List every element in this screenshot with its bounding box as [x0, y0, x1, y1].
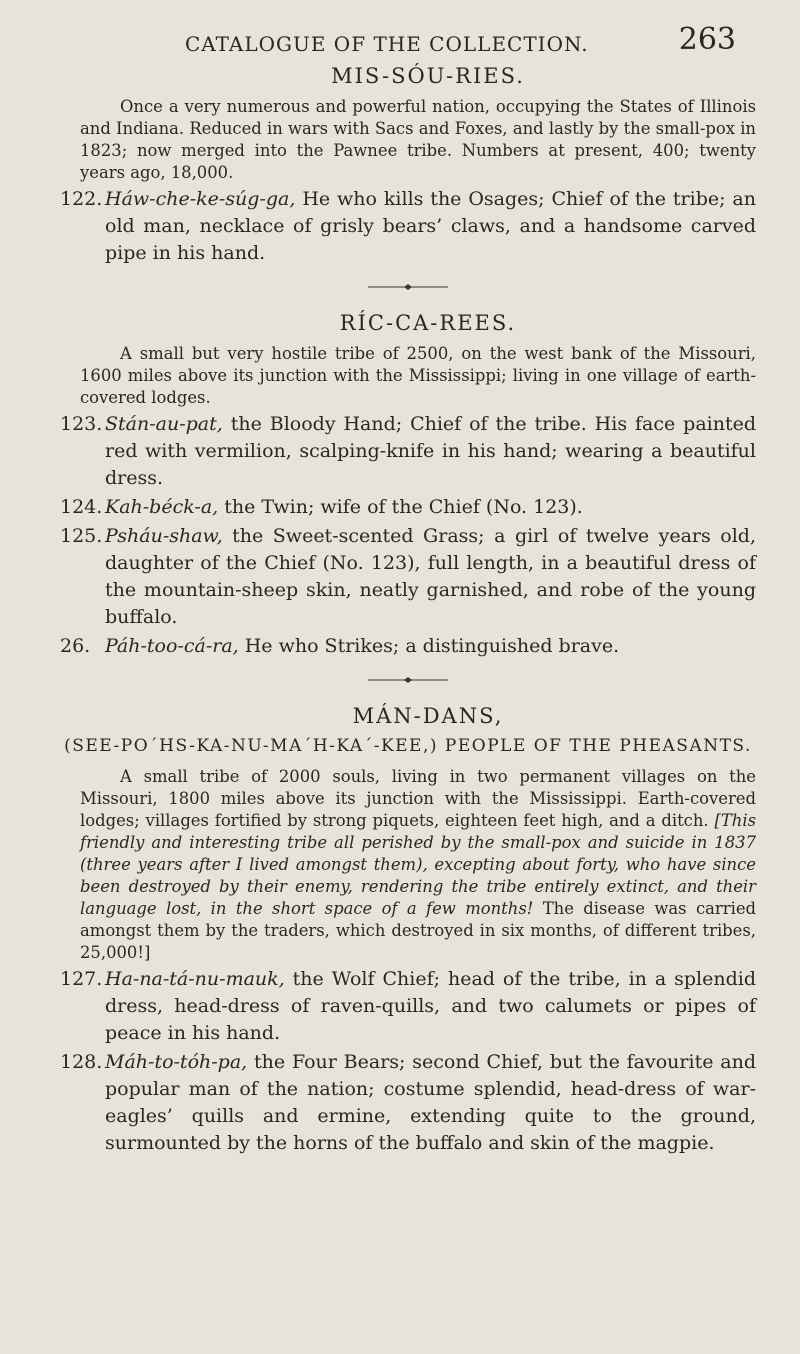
section-title-riccarees: RÍC-CA-REES.	[339, 311, 517, 335]
entry-text: the Twin; wife of the Chief (No. 123).	[218, 496, 583, 518]
catalogue-entry	[60, 186, 756, 267]
entry-number: 123.	[60, 413, 103, 435]
entry-text: He who Strikes; a distinguished brave.	[238, 635, 620, 657]
section-intro-riccarees: A small but very hostile tribe of 2500, on the west bank of the Missouri, 1600 miles above its junction with the Mississippi; living in one village of earth-covered lodges.	[80, 344, 756, 407]
entry-text: the Bloody Hand; Chief of the tribe. His face painted red with vermilion, scalping-knife in his hand; wearing a beautiful dress.	[105, 413, 756, 489]
entry-name: Máh-to-tóh-pa,	[105, 1051, 248, 1073]
section-divider	[358, 676, 458, 684]
page-number: 263	[678, 22, 736, 57]
entry-number: 124.	[60, 496, 103, 518]
section-intro-missouries: Once a very numerous and powerful nation, occupying the States of Illinois and Indiana. Reduced in wars with Sacs and Foxes, and lastly by the small-pox in 1823; now merged into the Pawnee tribe. Numbers at present, 400; twenty years ago, 18,000.	[80, 97, 756, 182]
entry-name: Háw-che-ke-súg-ga,	[105, 188, 296, 210]
entry-number: 128.	[60, 1051, 103, 1073]
entry-text: He who kills the Osages; Chief of the tribe; an old man, necklace of grisly bears’ claws, and a handsome carved pipe in his hand.	[105, 188, 756, 264]
entry-number: 125.	[60, 525, 103, 547]
entry-number: 122.	[60, 188, 103, 210]
catalogue-entry	[60, 633, 756, 660]
entry-text: the Four Bears; second Chief, but the favourite and popular man of the nation; costume splendid, head-dress of war-eagles’ quills and ermine, extending quite to the ground, surmounted by the horns of the buffalo and skin of the magpie.	[105, 1051, 756, 1154]
running-head	[60, 0, 756, 60]
entry-number: 26.	[60, 635, 91, 657]
intro-italic-text: [This friendly and interesting tribe all perished by the small-pox and suicide in 1837 (three years after I lived amongst them), excepting about forty, who have since been destroyed by their enemy, rendering the tribe entirely extinct, and their language lost, in the short space of a few months!	[80, 811, 756, 918]
entry-name: Kah-béck-a,	[105, 496, 219, 518]
section-title-mandans: MÁN-DANS,	[352, 704, 504, 728]
section-subtitle-mandans: (SEE-PO´HS-KA-NU-MA´H-KA´-KEE,) PEOPLE OF THE PHEASANTS.	[64, 736, 752, 756]
entry-name: Psháu-shaw,	[105, 525, 223, 547]
entry-number: 127.	[60, 968, 103, 990]
section-intro-mandans	[60, 766, 756, 964]
entry-name: Ha-na-tá-nu-mauk,	[105, 968, 285, 990]
section-divider	[358, 283, 458, 291]
intro-tail-text: The disease was carried amongst them by the traders, which destroyed in six months, of different tribes, 25,000!]	[80, 899, 757, 962]
catalogue-entry	[60, 523, 756, 631]
entry-name: Páh-too-cá-ra,	[105, 635, 239, 657]
section-title-missouries: MIS-SÓU-RIES.	[331, 64, 525, 88]
catalogue-entry	[60, 494, 756, 521]
catalogue-entry	[60, 966, 756, 1047]
intro-text: A small tribe of 2000 souls, living in two permanent villages on the Missouri, 1800 miles above its junction with the Mississippi. Earth-covered lodges; villages fortified by strong piquets, eighteen feet high, and a ditch.	[80, 767, 756, 830]
entry-name: Stán-au-pat,	[105, 413, 223, 435]
entry-text: the Sweet-scented Grass; a girl of twelve years old, daughter of the Chief (No. 123), full length, in a beautiful dress of the mountain-sheep skin, neatly garnished, and robe of the young buffalo.	[105, 525, 756, 628]
entry-text: the Wolf Chief; head of the tribe, in a splendid dress, head-dress of raven-quills, and two calumets or pipes of peace in his hand.	[105, 968, 756, 1044]
running-title: CATALOGUE OF THE COLLECTION.	[185, 32, 589, 56]
catalogue-entry	[60, 1049, 756, 1157]
catalogue-entry	[60, 411, 756, 492]
